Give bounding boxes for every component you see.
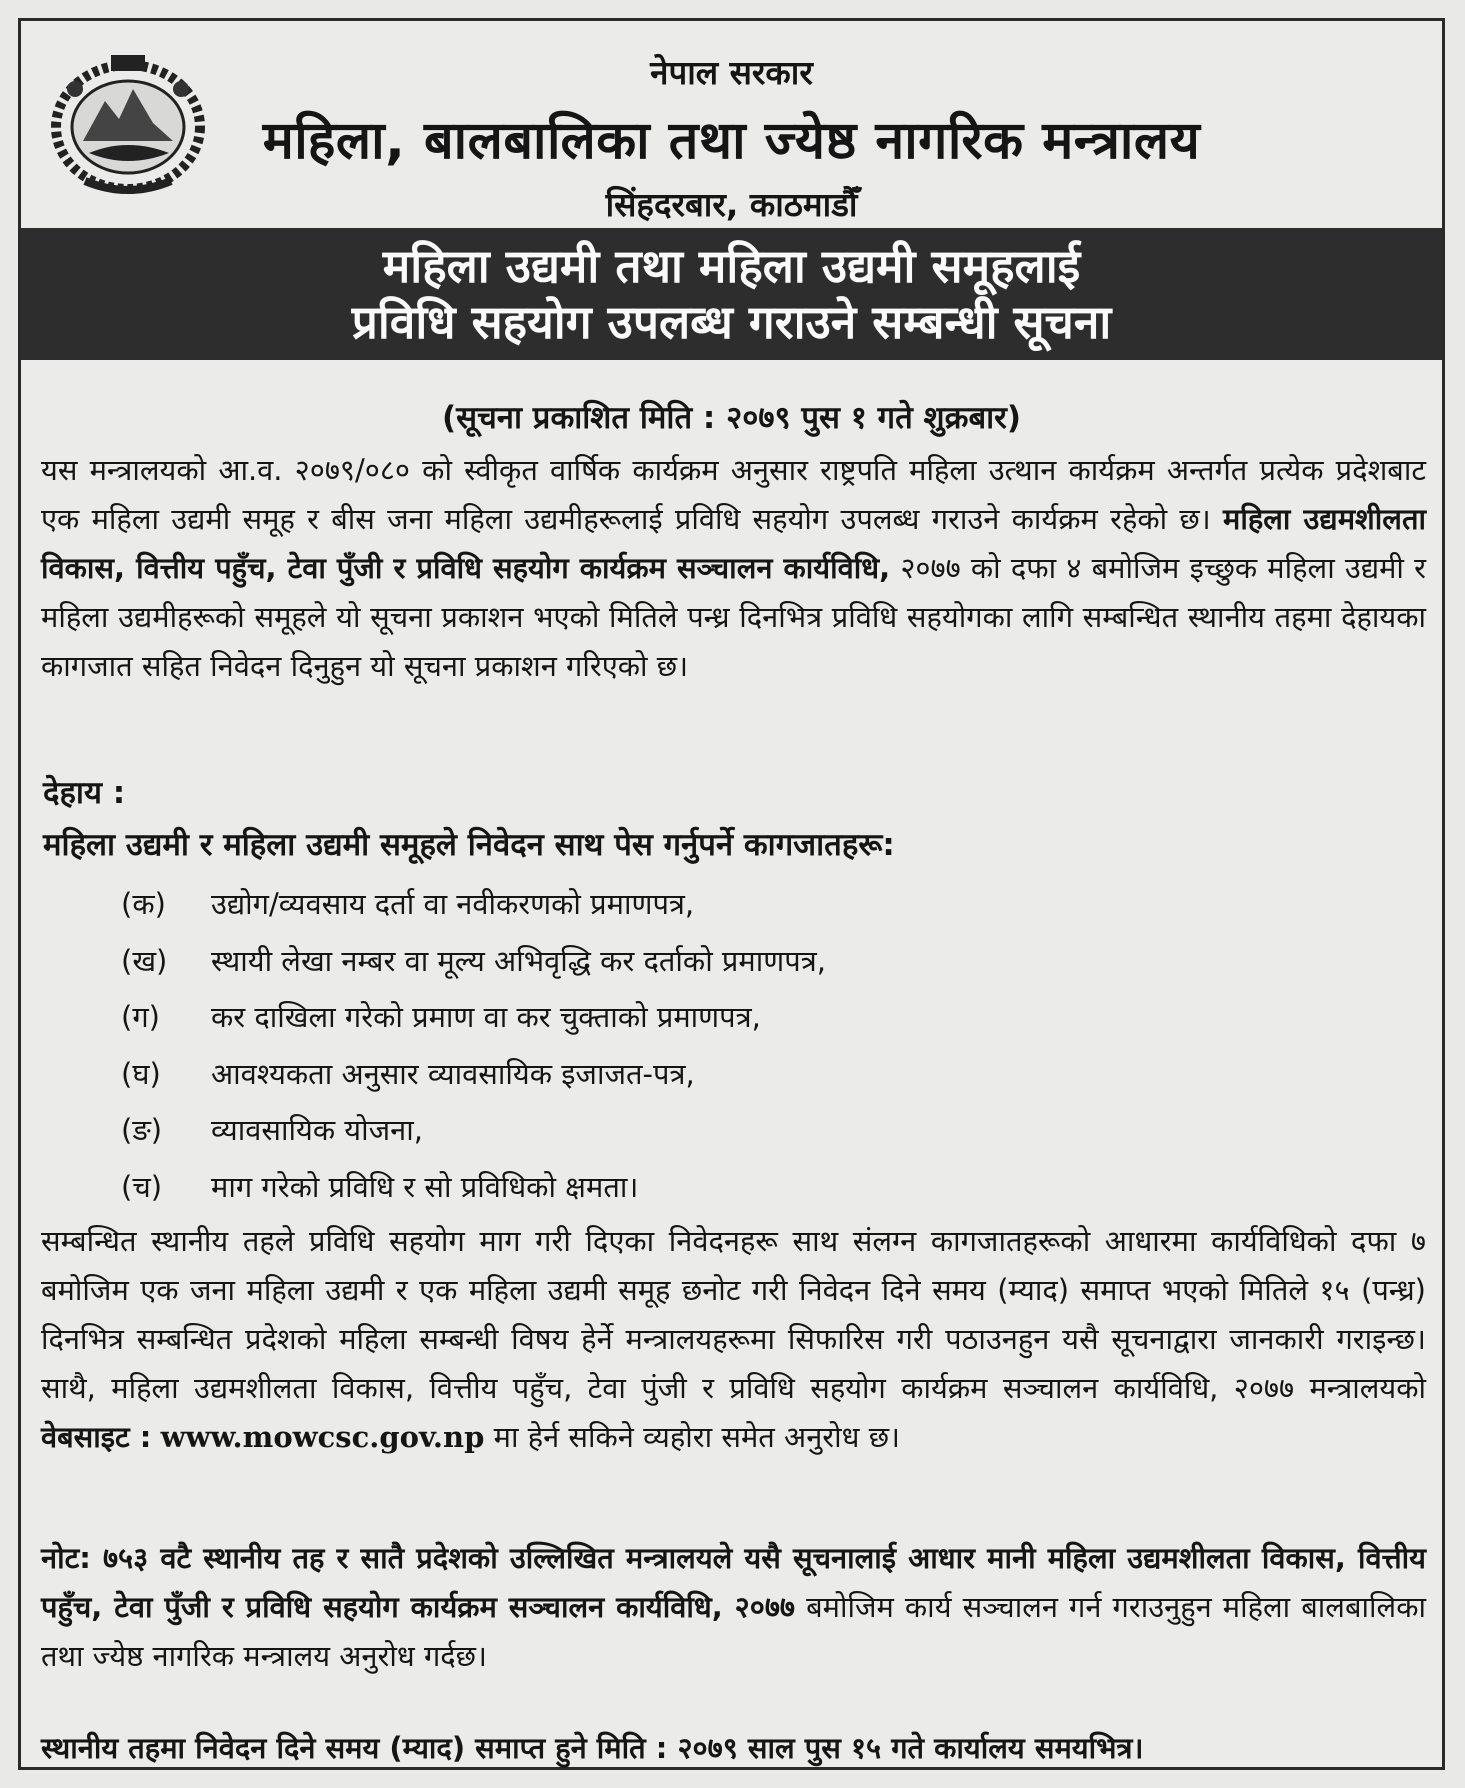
- list-item-key: (ग): [121, 1000, 160, 1034]
- list-item: [121, 1159, 1321, 1216]
- list-item-key: (घ): [121, 1056, 161, 1091]
- recommendation-paragraph: [41, 1217, 1426, 1462]
- list-item: [121, 876, 1321, 933]
- notice-header: [21, 21, 1442, 224]
- list-item-key: (ङ): [121, 1113, 163, 1147]
- website-link[interactable]: www.mowcsc.gov.np: [160, 1420, 485, 1454]
- documents-heading: महिला उद्यमी र महिला उद्यमी समूहले निवेदन साथ पेस गर्नुपर्ने कागजातहरू:: [43, 827, 895, 863]
- publish-date: (सूचना प्रकाशित मिति : २०७९ पुस १ गते शुक्रबार): [441, 400, 1022, 436]
- list-item-text: स्थायी लेखा नम्बर वा मूल्य अभिवृद्धि कर दर्ताको प्रमाणपत्र,: [211, 943, 826, 978]
- title-line-2: प्रविधि सहयोग उपलब्ध गराउने सम्बन्धी सूचना: [351, 295, 1112, 349]
- list-item: [121, 933, 1321, 990]
- list-item-text: व्यावसायिक योजना,: [211, 1113, 423, 1147]
- intro-paragraph: [41, 446, 1426, 691]
- website-label: वेबसाइट :: [41, 1420, 152, 1454]
- application-deadline: स्थानीय तहमा निवेदन दिने समय (म्याद) समाप्त हुने मिति : २०७९ साल पुस १५ गते कार्यालय समयभित्र।: [41, 1731, 1144, 1765]
- intro-text-2: २०७७ को दफा ४ बमोजिम इच्छुक महिला उद्यमी र महिला उद्यमीहरूको समूहले यो सूचना प्रकाशन भएको मितिले पन्ध्र दिनभित्र प्रविधि सहयोगका लागि सम्बन्धित स्थानीय तहमा देहायका कागजात सहित निवेदन दिनुहुन यो सूचना प्रकाशन गरिएको छ।: [41, 551, 1427, 683]
- list-item-text: उद्योग/व्यवसाय दर्ता वा नवीकरणको प्रमाणपत्र,: [211, 887, 695, 921]
- recommendation-text: सम्बन्धित स्थानीय तहले प्रविधि सहयोग माग गरी दिएका निवेदनहरू साथ संलग्न कागजातहरूको आधारमा कार्यविधिको दफा ७ बमोजिम एक जना महिला उद्यमी र एक महिला उद्यमी समूह छनोट गरी निवेदन दिने समय (म्याद) समाप्त भएको मितिले १५ (पन्ध्र) दिनभित्र सम्बन्धित प्रदेशको महिला सम्बन्धी विषय हेर्ने मन्त्रालयहरूमा सिफारिस गरी पठाउनहुन यसै सूचनाद्वारा जानकारी गराइन्छ। साथै, महिला उद्यमशीलता विकास, वित्तीय पहुँच, टेवा पुंजी र प्रविधि सहयोग कार्यक्रम सञ्चालन कार्यविधि, २०७७ मन्त्रालयको: [41, 1224, 1426, 1405]
- note-bold-text: : ७५३ वटै स्थानीय तह र सातै प्रदेशको उल्लिखित मन्त्रालयले यसै सूचनालाई आधार मानी महिला उद्यमशीलता विकास, वित्तीय पहुँच, टेवा पुँजी र प्रविधि सहयोग कार्यक्रम सञ्चालन कार्यविधि, २०७७: [41, 1541, 1426, 1624]
- intro-text-1: यस मन्त्रालयको आ.व. २०७९/०८० को स्वीकृत वार्षिक कार्यक्रम अनुसार राष्ट्रपति महिला उत्थान कार्यक्रम अन्तर्गत प्रत्येक प्रदेशबाट एक महिला उद्यमी समूह र बीस जना महिला उद्यमीहरूलाई प्रविधि सहयोग उपलब्ध गराउने कार्यक्रम रहेको छ।: [41, 453, 1426, 536]
- documents-list: [121, 876, 1321, 1215]
- ministry-location: सिंहदरबार, काठमाडौँ: [605, 185, 858, 224]
- list-item-text: आवश्यकता अनुसार व्यावसायिक इजाजत-पत्र,: [211, 1056, 695, 1091]
- government-name: नेपाल सरकार: [650, 53, 813, 92]
- list-item-key: (च): [121, 1169, 163, 1204]
- notice-title-banner: [21, 228, 1442, 360]
- list-item-key: (ख): [121, 943, 168, 978]
- list-item: [121, 1046, 1321, 1103]
- list-item: [121, 989, 1321, 1046]
- note-label: नोट: [41, 1541, 80, 1575]
- list-item-key: (क): [121, 887, 166, 921]
- note-paragraph: [41, 1534, 1426, 1681]
- list-item-text: माग गरेको प्रविधि र सो प्रविधिको क्षमता।: [211, 1169, 639, 1204]
- dehaya-label: देहाय :: [43, 775, 126, 811]
- ministry-name: महिला, बालबालिका तथा ज्येष्ठ नागरिक मन्त्रालय: [262, 111, 1201, 171]
- list-item-text: कर दाखिला गरेको प्रमाण वा कर चुक्ताको प्रमाणपत्र,: [211, 1000, 761, 1034]
- list-item: [121, 1102, 1321, 1159]
- notice-page: [18, 18, 1445, 1770]
- title-line-1: महिला उद्यमी तथा महिला उद्यमी समूहलाई: [382, 239, 1081, 293]
- note-text: बमोजिम कार्य सञ्चालन गर्न गराउनुहुन महिला बालबालिका तथा ज्येष्ठ नागरिक मन्त्रालय अनुरोध गर्दछ।: [41, 1590, 1426, 1673]
- recommendation-tail: मा हेर्न सकिने व्यहोरा समेत अनुरोध छ।: [484, 1420, 901, 1454]
- intro-bold-procedure: महिला उद्यमशीलता विकास, वित्तीय पहुँच, टेवा पुँजी र प्रविधि सहयोग कार्यक्रम सञ्चालन कार्यविधि,: [41, 502, 1426, 585]
